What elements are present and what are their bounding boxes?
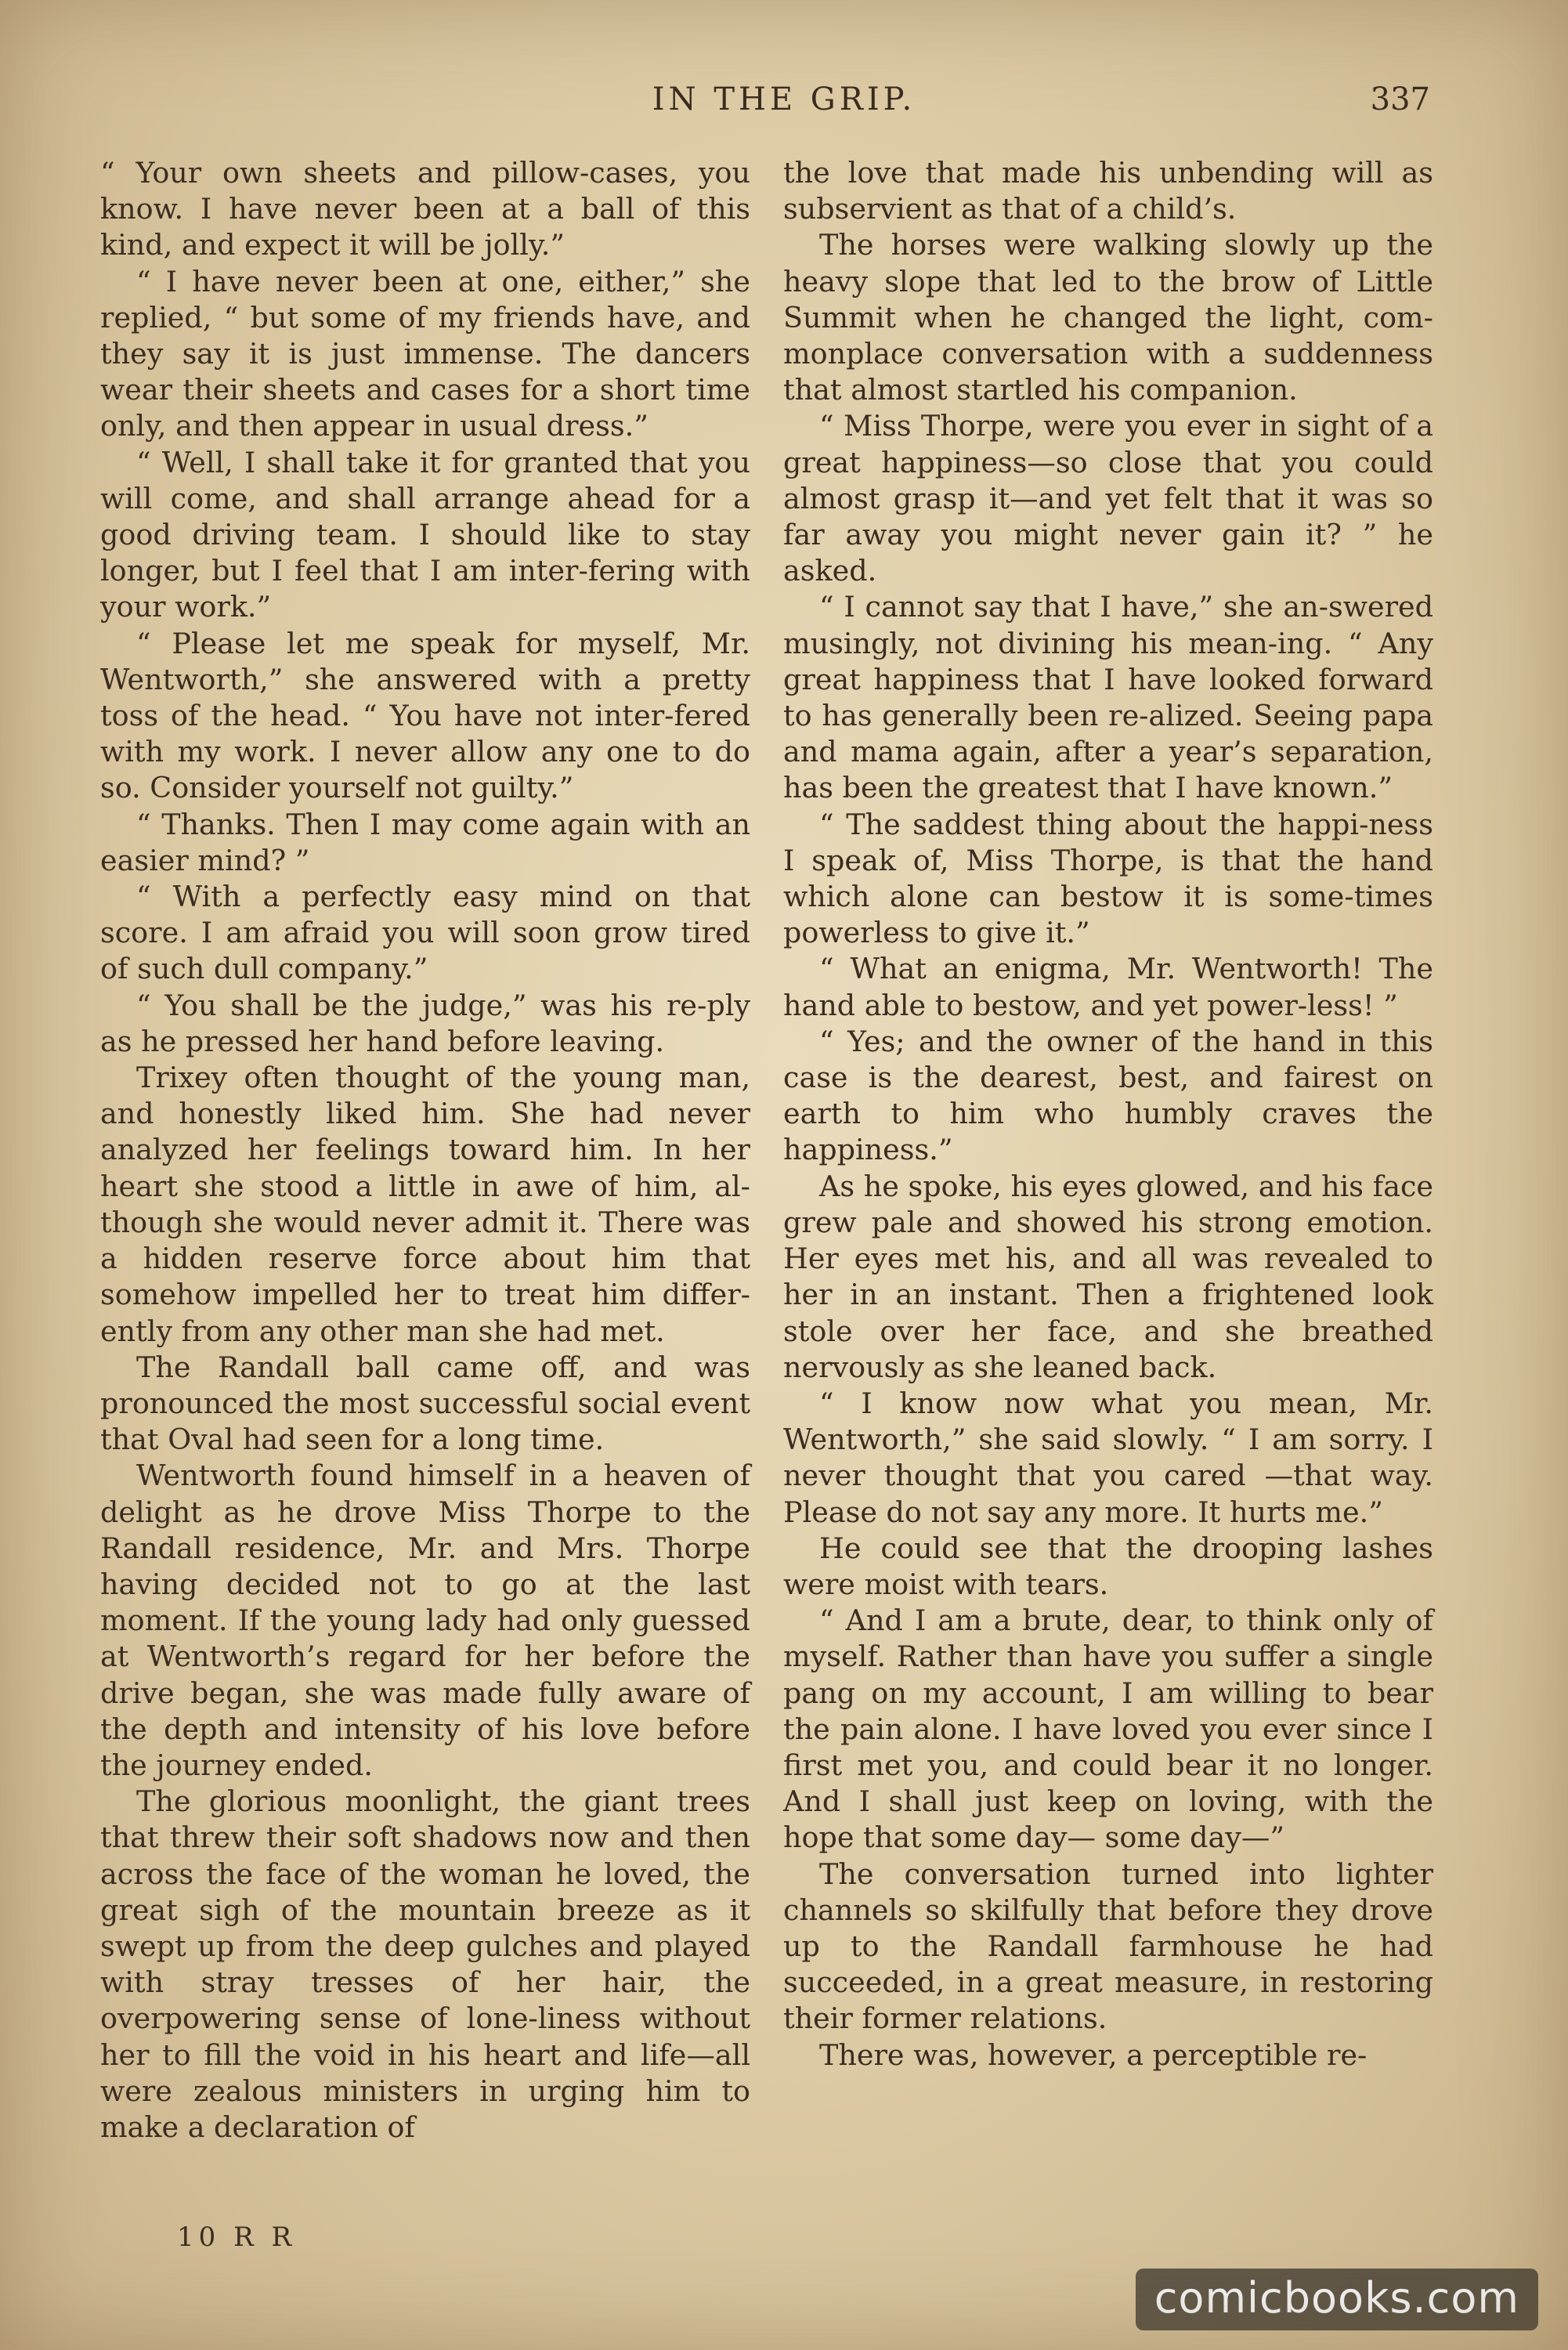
paragraph: He could see that the drooping lashes were moist with tears. bbox=[783, 1531, 1433, 1601]
paragraph: As he spoke, his eyes glowed, and his face grew pale and showed his strong emotion. Her eyes met his, and all was revealed to her in an instant. Then a frightened look stole over her face, and she breathed nervously as she leaned back. bbox=[783, 1169, 1433, 1384]
paragraph: “ Please let me speak for myself, Mr. Wentworth,” she answered with a pretty toss of the head. “ You have not inter-fered with my work. I never allow any one to do so. Consider yourself not guilty.” bbox=[100, 626, 750, 805]
paragraph: “ Yes; and the owner of the hand in this case is the dearest, best, and fairest on earth to him who humbly craves the happiness.” bbox=[783, 1024, 1433, 1167]
page-number: 337 bbox=[1370, 81, 1430, 118]
paragraph: “ The saddest thing about the happi-ness I speak of, Miss Thorpe, is that the hand which alone can bestow it is some-times powerless to give it.” bbox=[783, 807, 1433, 950]
paragraph: “ With a perfectly easy mind on that score. I am afraid you will soon grow tired of such dull company.” bbox=[100, 880, 750, 986]
paragraph: The horses were walking slowly up the heavy slope that led to the brow of Little Summit when he changed the light, com-monplace conversation with a suddenness that almost startled his companion. bbox=[783, 228, 1433, 407]
right-column bbox=[783, 155, 1433, 2073]
paragraph: “ I have never been at one, either,” she replied, “ but some of my friends have, and they say it is just immense. The dancers wear their sheets and cases for a short time only, and then appear in usual dress.” bbox=[100, 264, 750, 443]
paragraph: “ Your own sheets and pillow-cases, you know. I have never been at a ball of this kind, and expect it will be jolly.” bbox=[100, 156, 750, 262]
signature-mark: 10 R R bbox=[177, 2222, 297, 2253]
watermark: comicbooks.com bbox=[1136, 2269, 1538, 2330]
left-column bbox=[100, 155, 750, 2146]
paragraph: “ Well, I shall take it for granted that you will come, and shall arrange ahead for a good driving team. I should like to stay longer, but I feel that I am inter-fering with your work.” bbox=[100, 445, 750, 624]
paragraph: the love that made his unbending will as subservient as that of a child’s. bbox=[783, 156, 1433, 226]
paragraph: The conversation turned into lighter channels so skilfully that before they drove up to the Randall farmhouse he had succeeded, in a great measure, in restoring their former relations. bbox=[783, 1856, 1433, 2036]
paragraph: “ What an enigma, Mr. Wentworth! The hand able to bestow, and yet power-less! ” bbox=[783, 952, 1433, 1022]
paragraph: “ Thanks. Then I may come again with an easier mind? ” bbox=[100, 807, 750, 877]
paragraph: “ I cannot say that I have,” she an-swered musingly, not divining his mean-ing. “ Any great happiness that I have looked forward to has generally been re-alized. Seeing papa and mama again, after a year’s separation, has been the greatest that I have known.” bbox=[783, 590, 1433, 805]
paragraph: “ You shall be the judge,” was his re-ply as he pressed her hand before leaving. bbox=[100, 988, 750, 1058]
paragraph: The glorious moonlight, the giant trees that threw their soft shadows now and then across the face of the woman he loved, the great sigh of the mountain breeze as it swept up from the deep gulches and played with stray tresses of her hair, the overpowering sense of lone-liness without her to fill the void in his heart and life—all were zealous ministers in urging him to make a declaration of bbox=[100, 1784, 750, 2144]
paragraph: “ I know now what you mean, Mr. Wentworth,” she said slowly. “ I am sorry. I never thought that you cared —that way. Please do not say any more. It hurts me.” bbox=[783, 1386, 1433, 1529]
paragraph: Trixey often thought of the young man, and honestly liked him. She had never analyzed her feelings toward him. In her heart she stood a little in awe of him, al-though she would never admit it. There was a hidden reserve force about him that somehow impelled her to treat him differ-ently from any other man she had met. bbox=[100, 1061, 750, 1348]
paragraph: Wentworth found himself in a heaven of delight as he drove Miss Thorpe to the Randall residence, Mr. and Mrs. Thorpe having decided not to go at the last moment. If the young lady had only guessed at Wentworth’s regard for her before the drive began, she was made fully aware of the depth and intensity of his love before the journey ended. bbox=[100, 1459, 750, 1782]
page-header bbox=[0, 81, 1568, 128]
running-title: IN THE GRIP. bbox=[652, 81, 916, 118]
paragraph: “ And I am a brute, dear, to think only of myself. Rather than have you suffer a single pang on my account, I am willing to bear the pain alone. I have loved you ever since I first met you, and could bear it no longer. And I shall just keep on loving, with the hope that some day— some day—” bbox=[783, 1603, 1433, 1855]
paragraph: “ Miss Thorpe, were you ever in sight of a great happiness—so close that you could almost grasp it—and yet felt that it was so far away you might never gain it? ” he asked. bbox=[783, 409, 1433, 588]
paragraph: The Randall ball came off, and was pronounced the most successful social event that Oval had seen for a long time. bbox=[100, 1350, 750, 1457]
paragraph: There was, however, a perceptible re- bbox=[819, 2037, 1367, 2072]
